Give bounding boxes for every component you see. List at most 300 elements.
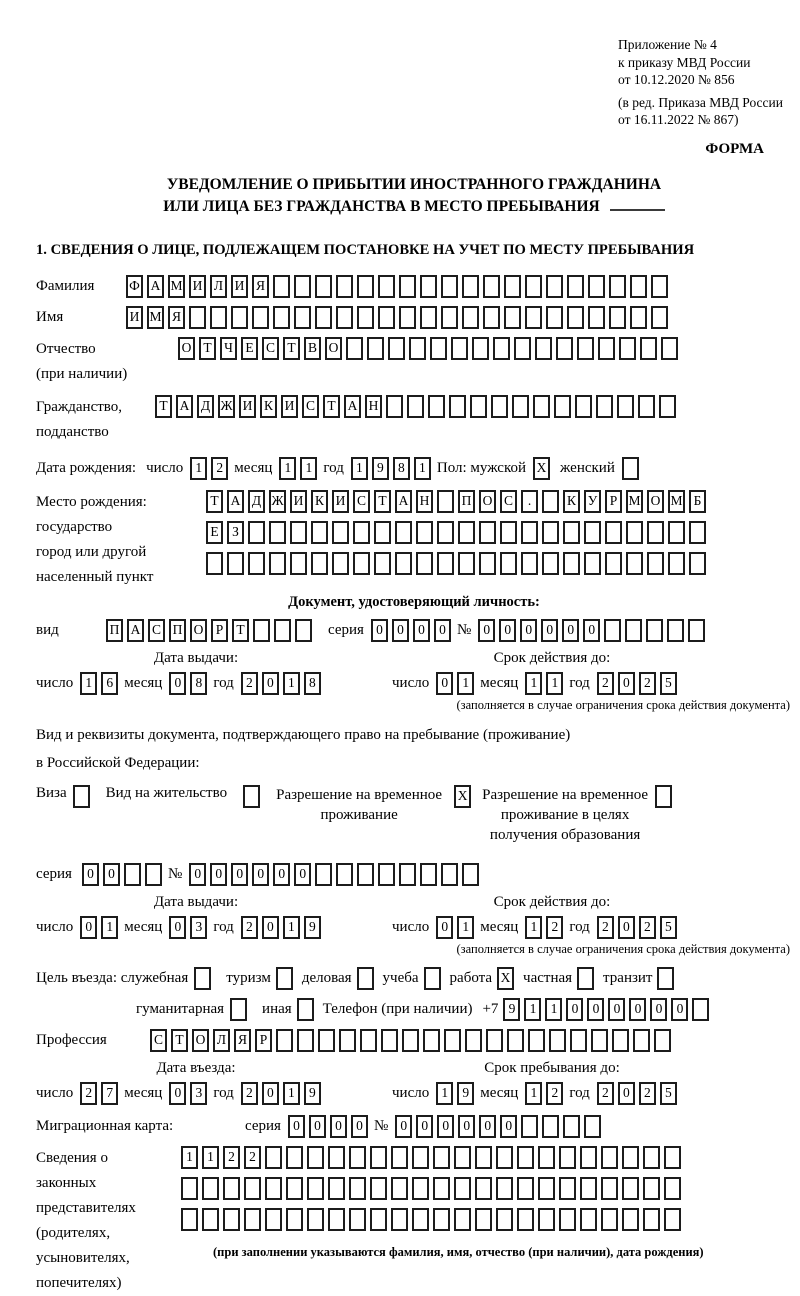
- char-cell[interactable]: [643, 1177, 660, 1200]
- char-cell[interactable]: [689, 552, 706, 575]
- char-cell[interactable]: Т: [171, 1029, 188, 1052]
- char-cell[interactable]: 5: [660, 916, 677, 939]
- char-cell[interactable]: [559, 1177, 576, 1200]
- char-cell[interactable]: [295, 619, 312, 642]
- visa-checkbox[interactable]: [73, 785, 90, 808]
- char-cell[interactable]: [651, 306, 668, 329]
- char-cell[interactable]: [504, 275, 521, 298]
- char-cell[interactable]: 2: [241, 672, 258, 695]
- char-cell[interactable]: К: [311, 490, 328, 513]
- char-cell[interactable]: 0: [566, 998, 583, 1021]
- char-cell[interactable]: [559, 1208, 576, 1231]
- purpose-business-checkbox[interactable]: [357, 967, 374, 990]
- char-cell[interactable]: [577, 337, 594, 360]
- char-cell[interactable]: [370, 1146, 387, 1169]
- char-cell[interactable]: 1: [279, 457, 296, 480]
- purpose-transit-checkbox[interactable]: [657, 967, 674, 990]
- char-cell[interactable]: О: [479, 490, 496, 513]
- char-cell[interactable]: [596, 395, 613, 418]
- char-cell[interactable]: [391, 1208, 408, 1231]
- char-cell[interactable]: Е: [206, 521, 223, 544]
- char-cell[interactable]: [514, 337, 531, 360]
- char-cell[interactable]: [549, 1029, 566, 1052]
- char-cell[interactable]: [145, 863, 162, 886]
- char-cell[interactable]: [416, 521, 433, 544]
- char-cell[interactable]: 1: [525, 916, 542, 939]
- char-cell[interactable]: [664, 1208, 681, 1231]
- char-cell[interactable]: Ф: [126, 275, 143, 298]
- char-cell[interactable]: [353, 521, 370, 544]
- char-cell[interactable]: 9: [304, 916, 321, 939]
- char-cell[interactable]: [444, 1029, 461, 1052]
- char-cell[interactable]: [633, 1029, 650, 1052]
- char-cell[interactable]: 0: [587, 998, 604, 1021]
- char-cell[interactable]: [475, 1146, 492, 1169]
- char-cell[interactable]: З: [227, 521, 244, 544]
- char-cell[interactable]: [294, 306, 311, 329]
- char-cell[interactable]: [500, 521, 517, 544]
- char-cell[interactable]: [584, 1115, 601, 1138]
- char-cell[interactable]: 9: [304, 1082, 321, 1105]
- char-cell[interactable]: С: [148, 619, 165, 642]
- gender-female-checkbox[interactable]: [622, 457, 639, 480]
- char-cell[interactable]: 1: [414, 457, 431, 480]
- char-cell[interactable]: О: [325, 337, 342, 360]
- char-cell[interactable]: 0: [583, 619, 600, 642]
- char-cell[interactable]: [664, 1177, 681, 1200]
- char-cell[interactable]: [521, 552, 538, 575]
- char-cell[interactable]: 2: [211, 457, 228, 480]
- char-cell[interactable]: [367, 337, 384, 360]
- char-cell[interactable]: И: [231, 275, 248, 298]
- char-cell[interactable]: [521, 521, 538, 544]
- char-cell[interactable]: [546, 306, 563, 329]
- char-cell[interactable]: [479, 552, 496, 575]
- char-cell[interactable]: [399, 306, 416, 329]
- char-cell[interactable]: 0: [262, 672, 279, 695]
- char-cell[interactable]: [395, 521, 412, 544]
- char-cell[interactable]: [640, 337, 657, 360]
- char-cell[interactable]: [507, 1029, 524, 1052]
- char-cell[interactable]: [625, 619, 642, 642]
- char-cell[interactable]: .: [521, 490, 538, 513]
- char-cell[interactable]: [605, 552, 622, 575]
- char-cell[interactable]: Т: [283, 337, 300, 360]
- char-cell[interactable]: С: [262, 337, 279, 360]
- char-cell[interactable]: [462, 863, 479, 886]
- char-cell[interactable]: [253, 619, 270, 642]
- char-cell[interactable]: [332, 521, 349, 544]
- char-cell[interactable]: [336, 306, 353, 329]
- char-cell[interactable]: [567, 306, 584, 329]
- char-cell[interactable]: [374, 521, 391, 544]
- char-cell[interactable]: 0: [618, 1082, 635, 1105]
- char-cell[interactable]: 7: [101, 1082, 118, 1105]
- char-cell[interactable]: 1: [525, 672, 542, 695]
- char-cell[interactable]: 1: [80, 672, 97, 695]
- char-cell[interactable]: Р: [211, 619, 228, 642]
- char-cell[interactable]: 2: [244, 1146, 261, 1169]
- char-cell[interactable]: [517, 1208, 534, 1231]
- char-cell[interactable]: [465, 1029, 482, 1052]
- char-cell[interactable]: [210, 306, 227, 329]
- char-cell[interactable]: [646, 619, 663, 642]
- char-cell[interactable]: Л: [210, 275, 227, 298]
- char-cell[interactable]: [496, 1146, 513, 1169]
- char-cell[interactable]: [297, 1029, 314, 1052]
- char-cell[interactable]: [248, 521, 265, 544]
- char-cell[interactable]: [181, 1208, 198, 1231]
- char-cell[interactable]: [512, 395, 529, 418]
- char-cell[interactable]: А: [344, 395, 361, 418]
- char-cell[interactable]: [651, 275, 668, 298]
- purpose-study-checkbox[interactable]: [424, 967, 441, 990]
- char-cell[interactable]: 0: [169, 916, 186, 939]
- char-cell[interactable]: [265, 1208, 282, 1231]
- char-cell[interactable]: [538, 1208, 555, 1231]
- char-cell[interactable]: [475, 1208, 492, 1231]
- char-cell[interactable]: [654, 1029, 671, 1052]
- char-cell[interactable]: 1: [300, 457, 317, 480]
- char-cell[interactable]: С: [150, 1029, 167, 1052]
- char-cell[interactable]: [353, 552, 370, 575]
- char-cell[interactable]: К: [563, 490, 580, 513]
- char-cell[interactable]: 0: [499, 619, 516, 642]
- char-cell[interactable]: [181, 1177, 198, 1200]
- char-cell[interactable]: [626, 521, 643, 544]
- char-cell[interactable]: Т: [206, 490, 223, 513]
- char-cell[interactable]: 0: [479, 1115, 496, 1138]
- char-cell[interactable]: [483, 306, 500, 329]
- char-cell[interactable]: 0: [671, 998, 688, 1021]
- char-cell[interactable]: 9: [372, 457, 389, 480]
- char-cell[interactable]: М: [147, 306, 164, 329]
- char-cell[interactable]: 0: [541, 619, 558, 642]
- char-cell[interactable]: 0: [262, 1082, 279, 1105]
- char-cell[interactable]: 6: [101, 672, 118, 695]
- char-cell[interactable]: 0: [371, 619, 388, 642]
- char-cell[interactable]: А: [147, 275, 164, 298]
- char-cell[interactable]: [462, 306, 479, 329]
- char-cell[interactable]: [407, 395, 424, 418]
- char-cell[interactable]: [357, 306, 374, 329]
- char-cell[interactable]: [517, 1177, 534, 1200]
- char-cell[interactable]: [388, 337, 405, 360]
- char-cell[interactable]: [567, 275, 584, 298]
- char-cell[interactable]: 0: [562, 619, 579, 642]
- char-cell[interactable]: [451, 337, 468, 360]
- char-cell[interactable]: М: [626, 490, 643, 513]
- char-cell[interactable]: 2: [639, 1082, 656, 1105]
- char-cell[interactable]: [206, 552, 223, 575]
- char-cell[interactable]: [202, 1177, 219, 1200]
- char-cell[interactable]: [626, 552, 643, 575]
- char-cell[interactable]: [470, 395, 487, 418]
- char-cell[interactable]: 0: [309, 1115, 326, 1138]
- char-cell[interactable]: [659, 395, 676, 418]
- char-cell[interactable]: 0: [478, 619, 495, 642]
- char-cell[interactable]: [479, 521, 496, 544]
- char-cell[interactable]: А: [227, 490, 244, 513]
- char-cell[interactable]: [588, 275, 605, 298]
- char-cell[interactable]: Ж: [269, 490, 286, 513]
- char-cell[interactable]: [504, 306, 521, 329]
- char-cell[interactable]: 2: [546, 916, 563, 939]
- char-cell[interactable]: [391, 1146, 408, 1169]
- purpose-other-checkbox[interactable]: [297, 998, 314, 1021]
- char-cell[interactable]: [336, 275, 353, 298]
- char-cell[interactable]: Р: [605, 490, 622, 513]
- char-cell[interactable]: Т: [323, 395, 340, 418]
- char-cell[interactable]: П: [458, 490, 475, 513]
- char-cell[interactable]: 0: [351, 1115, 368, 1138]
- char-cell[interactable]: 1: [190, 457, 207, 480]
- char-cell[interactable]: [542, 1115, 559, 1138]
- char-cell[interactable]: 0: [434, 619, 451, 642]
- char-cell[interactable]: 5: [660, 672, 677, 695]
- char-cell[interactable]: [668, 552, 685, 575]
- char-cell[interactable]: [458, 521, 475, 544]
- char-cell[interactable]: Д: [248, 490, 265, 513]
- char-cell[interactable]: [535, 337, 552, 360]
- char-cell[interactable]: 0: [103, 863, 120, 886]
- char-cell[interactable]: [609, 306, 626, 329]
- char-cell[interactable]: [437, 552, 454, 575]
- char-cell[interactable]: [244, 1177, 261, 1200]
- temp-residence-edu-checkbox[interactable]: [655, 785, 672, 808]
- char-cell[interactable]: [420, 306, 437, 329]
- char-cell[interactable]: [346, 337, 363, 360]
- char-cell[interactable]: 1: [101, 916, 118, 939]
- char-cell[interactable]: [483, 275, 500, 298]
- char-cell[interactable]: 2: [597, 672, 614, 695]
- char-cell[interactable]: [269, 552, 286, 575]
- char-cell[interactable]: 2: [80, 1082, 97, 1105]
- char-cell[interactable]: 0: [288, 1115, 305, 1138]
- char-cell[interactable]: [307, 1146, 324, 1169]
- char-cell[interactable]: [601, 1208, 618, 1231]
- char-cell[interactable]: А: [127, 619, 144, 642]
- gender-male-checkbox[interactable]: X: [533, 457, 550, 480]
- char-cell[interactable]: Я: [252, 275, 269, 298]
- char-cell[interactable]: 0: [395, 1115, 412, 1138]
- char-cell[interactable]: [462, 275, 479, 298]
- char-cell[interactable]: [612, 1029, 629, 1052]
- char-cell[interactable]: 1: [202, 1146, 219, 1169]
- char-cell[interactable]: [370, 1177, 387, 1200]
- char-cell[interactable]: А: [395, 490, 412, 513]
- char-cell[interactable]: 0: [437, 1115, 454, 1138]
- char-cell[interactable]: [647, 521, 664, 544]
- char-cell[interactable]: Я: [168, 306, 185, 329]
- char-cell[interactable]: О: [190, 619, 207, 642]
- char-cell[interactable]: [496, 1208, 513, 1231]
- char-cell[interactable]: 1: [524, 998, 541, 1021]
- char-cell[interactable]: [286, 1208, 303, 1231]
- char-cell[interactable]: [661, 337, 678, 360]
- char-cell[interactable]: 0: [608, 998, 625, 1021]
- char-cell[interactable]: [688, 619, 705, 642]
- char-cell[interactable]: 0: [80, 916, 97, 939]
- char-cell[interactable]: 0: [169, 1082, 186, 1105]
- char-cell[interactable]: 0: [436, 916, 453, 939]
- char-cell[interactable]: [563, 521, 580, 544]
- char-cell[interactable]: [533, 395, 550, 418]
- char-cell[interactable]: [605, 521, 622, 544]
- char-cell[interactable]: [395, 552, 412, 575]
- char-cell[interactable]: Р: [255, 1029, 272, 1052]
- char-cell[interactable]: [307, 1208, 324, 1231]
- char-cell[interactable]: [472, 337, 489, 360]
- char-cell[interactable]: [311, 521, 328, 544]
- char-cell[interactable]: [381, 1029, 398, 1052]
- char-cell[interactable]: [276, 1029, 293, 1052]
- char-cell[interactable]: [559, 1146, 576, 1169]
- char-cell[interactable]: Н: [416, 490, 433, 513]
- char-cell[interactable]: [500, 552, 517, 575]
- char-cell[interactable]: Л: [213, 1029, 230, 1052]
- char-cell[interactable]: [622, 1177, 639, 1200]
- char-cell[interactable]: [563, 552, 580, 575]
- char-cell[interactable]: 2: [639, 672, 656, 695]
- char-cell[interactable]: 0: [210, 863, 227, 886]
- char-cell[interactable]: [441, 306, 458, 329]
- char-cell[interactable]: [528, 1029, 545, 1052]
- char-cell[interactable]: 1: [283, 672, 300, 695]
- char-cell[interactable]: 1: [436, 1082, 453, 1105]
- char-cell[interactable]: [430, 337, 447, 360]
- char-cell[interactable]: 0: [436, 672, 453, 695]
- char-cell[interactable]: 0: [82, 863, 99, 886]
- char-cell[interactable]: [227, 552, 244, 575]
- char-cell[interactable]: С: [500, 490, 517, 513]
- char-cell[interactable]: [252, 306, 269, 329]
- char-cell[interactable]: Ж: [218, 395, 235, 418]
- char-cell[interactable]: [575, 395, 592, 418]
- char-cell[interactable]: [399, 863, 416, 886]
- char-cell[interactable]: [416, 552, 433, 575]
- char-cell[interactable]: [643, 1146, 660, 1169]
- char-cell[interactable]: [638, 395, 655, 418]
- char-cell[interactable]: [449, 395, 466, 418]
- char-cell[interactable]: [336, 863, 353, 886]
- char-cell[interactable]: [391, 1177, 408, 1200]
- char-cell[interactable]: [588, 306, 605, 329]
- char-cell[interactable]: [525, 306, 542, 329]
- char-cell[interactable]: Н: [365, 395, 382, 418]
- char-cell[interactable]: [437, 521, 454, 544]
- char-cell[interactable]: О: [178, 337, 195, 360]
- char-cell[interactable]: [538, 1146, 555, 1169]
- char-cell[interactable]: Д: [197, 395, 214, 418]
- char-cell[interactable]: [692, 998, 709, 1021]
- char-cell[interactable]: [441, 863, 458, 886]
- char-cell[interactable]: [349, 1146, 366, 1169]
- purpose-humanitarian-checkbox[interactable]: [230, 998, 247, 1021]
- char-cell[interactable]: [619, 337, 636, 360]
- char-cell[interactable]: [269, 521, 286, 544]
- char-cell[interactable]: 1: [457, 916, 474, 939]
- char-cell[interactable]: [360, 1029, 377, 1052]
- char-cell[interactable]: И: [239, 395, 256, 418]
- char-cell[interactable]: [294, 275, 311, 298]
- char-cell[interactable]: [244, 1208, 261, 1231]
- char-cell[interactable]: [189, 306, 206, 329]
- char-cell[interactable]: М: [668, 490, 685, 513]
- char-cell[interactable]: У: [584, 490, 601, 513]
- char-cell[interactable]: 8: [190, 672, 207, 695]
- char-cell[interactable]: [223, 1177, 240, 1200]
- char-cell[interactable]: [202, 1208, 219, 1231]
- char-cell[interactable]: 0: [231, 863, 248, 886]
- char-cell[interactable]: [378, 275, 395, 298]
- char-cell[interactable]: [332, 552, 349, 575]
- char-cell[interactable]: [423, 1029, 440, 1052]
- char-cell[interactable]: [370, 1208, 387, 1231]
- char-cell[interactable]: [475, 1177, 492, 1200]
- char-cell[interactable]: [542, 521, 559, 544]
- char-cell[interactable]: [409, 337, 426, 360]
- char-cell[interactable]: 0: [458, 1115, 475, 1138]
- char-cell[interactable]: 1: [283, 1082, 300, 1105]
- char-cell[interactable]: И: [332, 490, 349, 513]
- char-cell[interactable]: 1: [351, 457, 368, 480]
- char-cell[interactable]: 0: [520, 619, 537, 642]
- residence-permit-checkbox[interactable]: [243, 785, 260, 808]
- char-cell[interactable]: 1: [181, 1146, 198, 1169]
- char-cell[interactable]: [328, 1208, 345, 1231]
- char-cell[interactable]: [290, 521, 307, 544]
- char-cell[interactable]: [643, 1208, 660, 1231]
- char-cell[interactable]: [667, 619, 684, 642]
- char-cell[interactable]: [454, 1146, 471, 1169]
- char-cell[interactable]: [609, 275, 626, 298]
- char-cell[interactable]: О: [647, 490, 664, 513]
- char-cell[interactable]: 2: [639, 916, 656, 939]
- temp-residence-checkbox[interactable]: X: [454, 785, 471, 808]
- char-cell[interactable]: [630, 275, 647, 298]
- char-cell[interactable]: 0: [330, 1115, 347, 1138]
- char-cell[interactable]: 2: [241, 916, 258, 939]
- char-cell[interactable]: 8: [393, 457, 410, 480]
- char-cell[interactable]: [386, 395, 403, 418]
- char-cell[interactable]: [318, 1029, 335, 1052]
- char-cell[interactable]: [570, 1029, 587, 1052]
- char-cell[interactable]: [668, 521, 685, 544]
- char-cell[interactable]: [286, 1177, 303, 1200]
- char-cell[interactable]: [265, 1146, 282, 1169]
- char-cell[interactable]: [402, 1029, 419, 1052]
- char-cell[interactable]: [315, 306, 332, 329]
- char-cell[interactable]: [273, 275, 290, 298]
- char-cell[interactable]: 8: [304, 672, 321, 695]
- char-cell[interactable]: [622, 1208, 639, 1231]
- char-cell[interactable]: 1: [457, 672, 474, 695]
- char-cell[interactable]: Б: [689, 490, 706, 513]
- char-cell[interactable]: [315, 275, 332, 298]
- char-cell[interactable]: [630, 306, 647, 329]
- char-cell[interactable]: 0: [252, 863, 269, 886]
- char-cell[interactable]: [433, 1146, 450, 1169]
- char-cell[interactable]: [554, 395, 571, 418]
- char-cell[interactable]: [223, 1208, 240, 1231]
- char-cell[interactable]: [458, 552, 475, 575]
- char-cell[interactable]: [580, 1208, 597, 1231]
- char-cell[interactable]: В: [304, 337, 321, 360]
- char-cell[interactable]: Т: [155, 395, 172, 418]
- char-cell[interactable]: 1: [546, 672, 563, 695]
- char-cell[interactable]: [493, 337, 510, 360]
